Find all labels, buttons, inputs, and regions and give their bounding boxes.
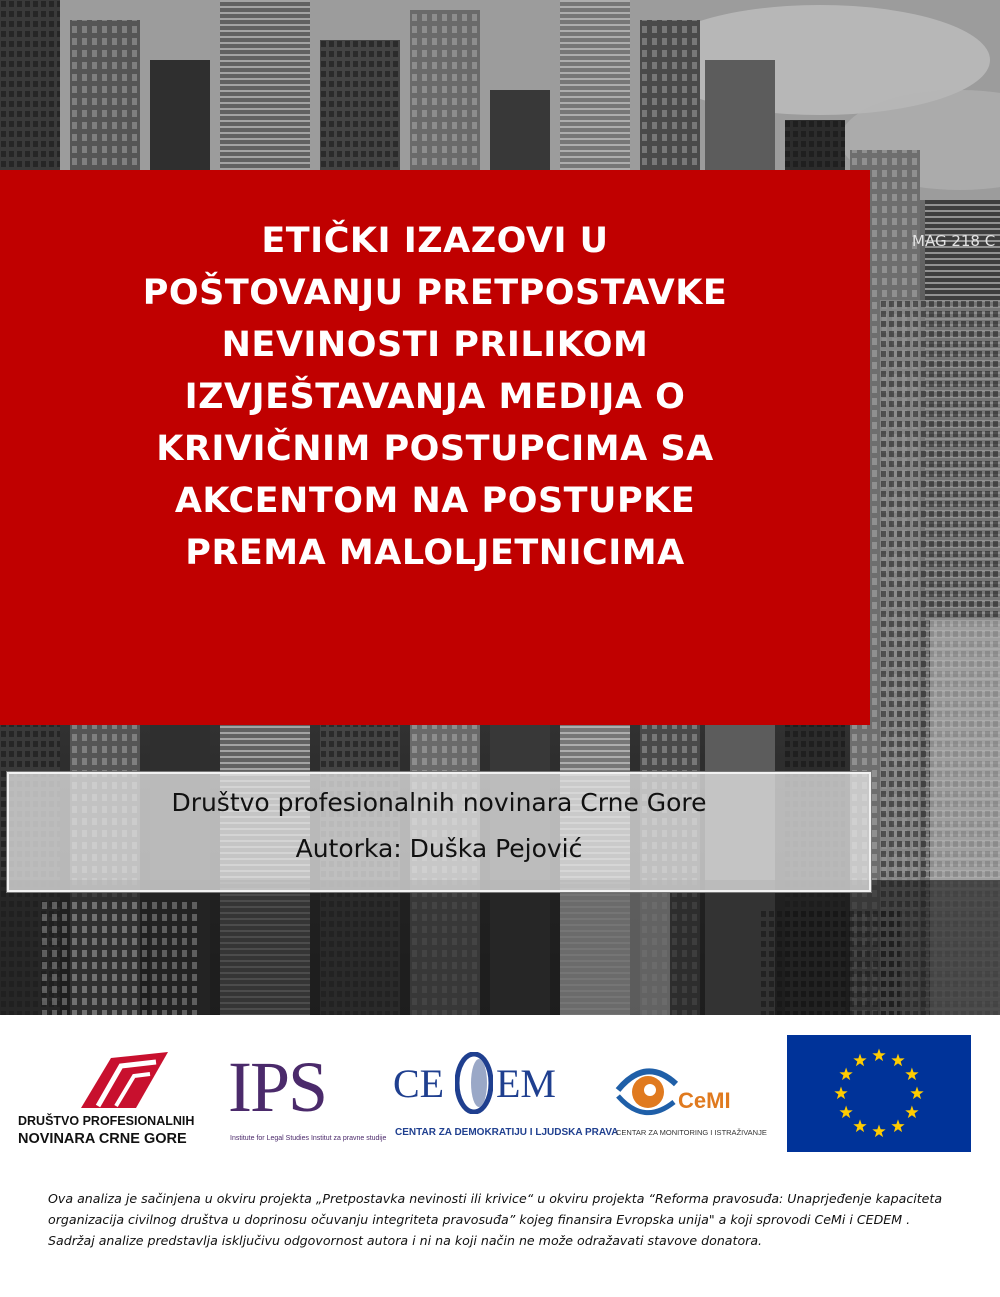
eu-flag-icon bbox=[787, 1035, 971, 1152]
cedem-logo bbox=[393, 1060, 619, 1150]
dpncg-line1: DRUŠTVO PROFESIONALNIH bbox=[18, 1114, 195, 1128]
partner-logos bbox=[0, 1015, 1000, 1175]
author-name: Autorka: Duška Pejović bbox=[295, 834, 583, 863]
cedem-mark-left: CE bbox=[393, 1061, 445, 1106]
author-panel bbox=[7, 772, 871, 892]
dpncg-emblem-icon bbox=[76, 1050, 176, 1112]
ips-mark: IPS bbox=[228, 1047, 327, 1127]
organization-name: Društvo profesionalnih novinara Crne Gore bbox=[171, 788, 707, 817]
ips-caption: Institute for Legal Studies Institut za pravne studije bbox=[230, 1135, 387, 1142]
eu-flag bbox=[787, 1035, 971, 1152]
cedem-emblem-icon bbox=[455, 1052, 493, 1114]
cedem-caption: CENTAR ZA DEMOKRATIJU I LJUDSKA PRAVA bbox=[395, 1127, 619, 1138]
cemi-caption: CENTAR ZA MONITORING I ISTRAŽIVANJE bbox=[616, 1128, 767, 1137]
cemi-eye-icon bbox=[614, 1060, 678, 1122]
dpncg-line2: NOVINARA CRNE GORE bbox=[18, 1131, 187, 1147]
building-sign: MAG 218 C bbox=[912, 232, 996, 250]
ips-logo bbox=[228, 1047, 387, 1150]
document-title: ETIČKI IZAZOVI U POŠTOVANJU PRETPOSTAVKE NEVINOSTI PRILIKOM IZVJEŠTAVANJA MEDIJA O KRIVIČNIM POSTUPCIMA SA AKCENTOM NA POSTUPKE PREMA MALOLJETNICIMA bbox=[142, 221, 728, 573]
cedem-mark-right: EM bbox=[496, 1061, 556, 1106]
cemi-logo bbox=[612, 1060, 767, 1150]
dpncg-logo bbox=[18, 1050, 208, 1150]
funding-disclaimer: Ova analiza je sačinjena u okviru projekta „Pretpostavka nevinosti ili krivice“ u okviru projekta “Reforma pravosuđa: Unaprjeđenje kapaciteta organizacija civilnog društva u doprinosu očuvanju integriteta pravosuđa” kojeg finansira Evropska unija" a koji sprovodi CeMi i CEDEM . Sadržaj analize predstavlja isključivu odgovornost autora i ni na koji način ne može odražavati stavove donatora. bbox=[48, 1191, 943, 1248]
cemi-mark: CeMI bbox=[678, 1088, 731, 1113]
